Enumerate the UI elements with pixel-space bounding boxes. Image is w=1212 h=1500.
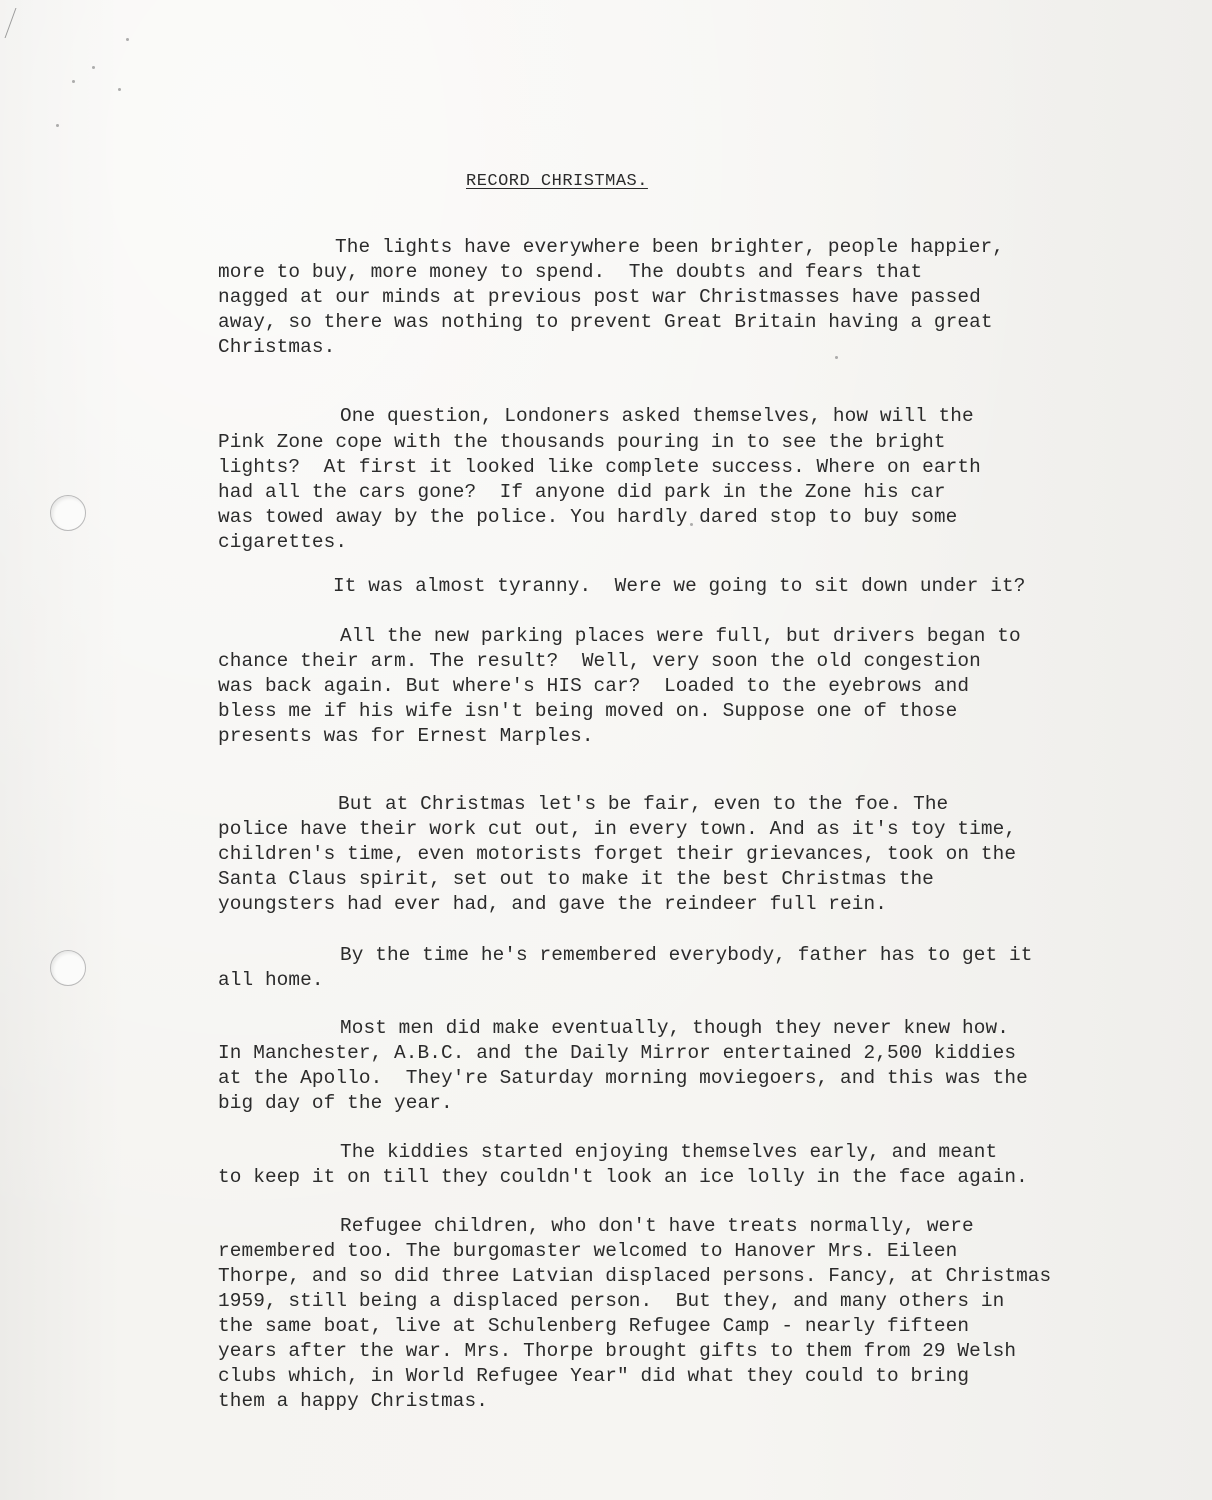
text-line: Most men did make eventually, though they never knew how.	[340, 1017, 1009, 1039]
text-line: remembered too. The burgomaster welcomed to Hanover Mrs. Eileen	[218, 1240, 958, 1262]
text-line: years after the war. Mrs. Thorpe brought gifts to them from 29 Welsh	[218, 1340, 1017, 1362]
ink-speck	[92, 66, 95, 69]
page-corner-mark	[0, 8, 16, 38]
text-line: Santa Claus spirit, set out to make it the best Christmas the	[218, 868, 934, 890]
text-line: But at Christmas let's be fair, even to the foe. The	[338, 793, 949, 815]
document-title: RECORD CHRISTMAS.	[466, 172, 648, 191]
ink-speck	[835, 356, 838, 359]
text-line: presents was for Ernest Marples.	[218, 725, 594, 747]
punch-hole-icon	[50, 495, 86, 531]
text-line: youngsters had ever had, and gave the reindeer full rein.	[218, 893, 887, 915]
ink-speck	[126, 38, 129, 41]
text-line: clubs which, in World Refugee Year" did what they could to bring	[218, 1365, 970, 1387]
text-line: had all the cars gone? If anyone did park in the Zone his car	[218, 481, 946, 503]
text-line: police have their work cut out, in every town. And as it's toy time,	[218, 818, 1017, 840]
text-line: nagged at our minds at previous post war Christmasses have passed	[218, 286, 981, 308]
text-line: more to buy, more money to spend. The doubts and fears that	[218, 261, 923, 283]
text-line: away, so there was nothing to prevent Great Britain having a great	[218, 311, 993, 333]
text-line: the same boat, live at Schulenberg Refugee Camp - nearly fifteen	[218, 1315, 970, 1337]
text-line: By the time he's remembered everybody, father has to get it	[340, 944, 1033, 966]
punch-hole-icon	[50, 950, 86, 986]
text-line: It was almost tyranny. Were we going to sit down under it?	[333, 575, 1026, 597]
text-line: 1959, still being a displaced person. But they, and many others in	[218, 1290, 1005, 1312]
ink-speck	[56, 124, 59, 127]
text-line: bless me if his wife isn't being moved on. Suppose one of those	[218, 700, 958, 722]
ink-speck	[72, 80, 75, 83]
text-line: The kiddies started enjoying themselves early, and meant	[340, 1141, 998, 1163]
text-line: In Manchester, A.B.C. and the Daily Mirror entertained 2,500 kiddies	[218, 1042, 1017, 1064]
text-line: was towed away by the police. You hardly dared stop to buy some	[218, 506, 958, 528]
text-line: cigarettes.	[218, 531, 348, 553]
text-line: Pink Zone cope with the thousands pouring in to see the bright	[218, 431, 946, 453]
text-line: big day of the year.	[218, 1092, 453, 1114]
text-line: The lights have everywhere been brighter, people happier,	[335, 236, 1004, 258]
text-line: them a happy Christmas.	[218, 1390, 488, 1412]
text-line: chance their arm. The result? Well, very soon the old congestion	[218, 650, 981, 672]
text-line: Refugee children, who don't have treats normally, were	[340, 1215, 974, 1237]
text-line: was back again. But where's HIS car? Loaded to the eyebrows and	[218, 675, 970, 697]
text-line: Christmas.	[218, 336, 336, 358]
text-line: children's time, even motorists forget their grievances, took on the	[218, 843, 1017, 865]
text-line: All the new parking places were full, but drivers began to	[340, 625, 1021, 647]
text-line: all home.	[218, 969, 324, 991]
text-line: to keep it on till they couldn't look an ice lolly in the face again.	[218, 1166, 1028, 1188]
ink-speck	[118, 88, 121, 91]
text-line: Thorpe, and so did three Latvian displaced persons. Fancy, at Christmas	[218, 1265, 1052, 1287]
text-line: One question, Londoners asked themselves, how will the	[340, 405, 974, 427]
text-line: at the Apollo. They're Saturday morning moviegoers, and this was the	[218, 1067, 1028, 1089]
text-line: lights? At first it looked like complete success. Where on earth	[218, 456, 981, 478]
